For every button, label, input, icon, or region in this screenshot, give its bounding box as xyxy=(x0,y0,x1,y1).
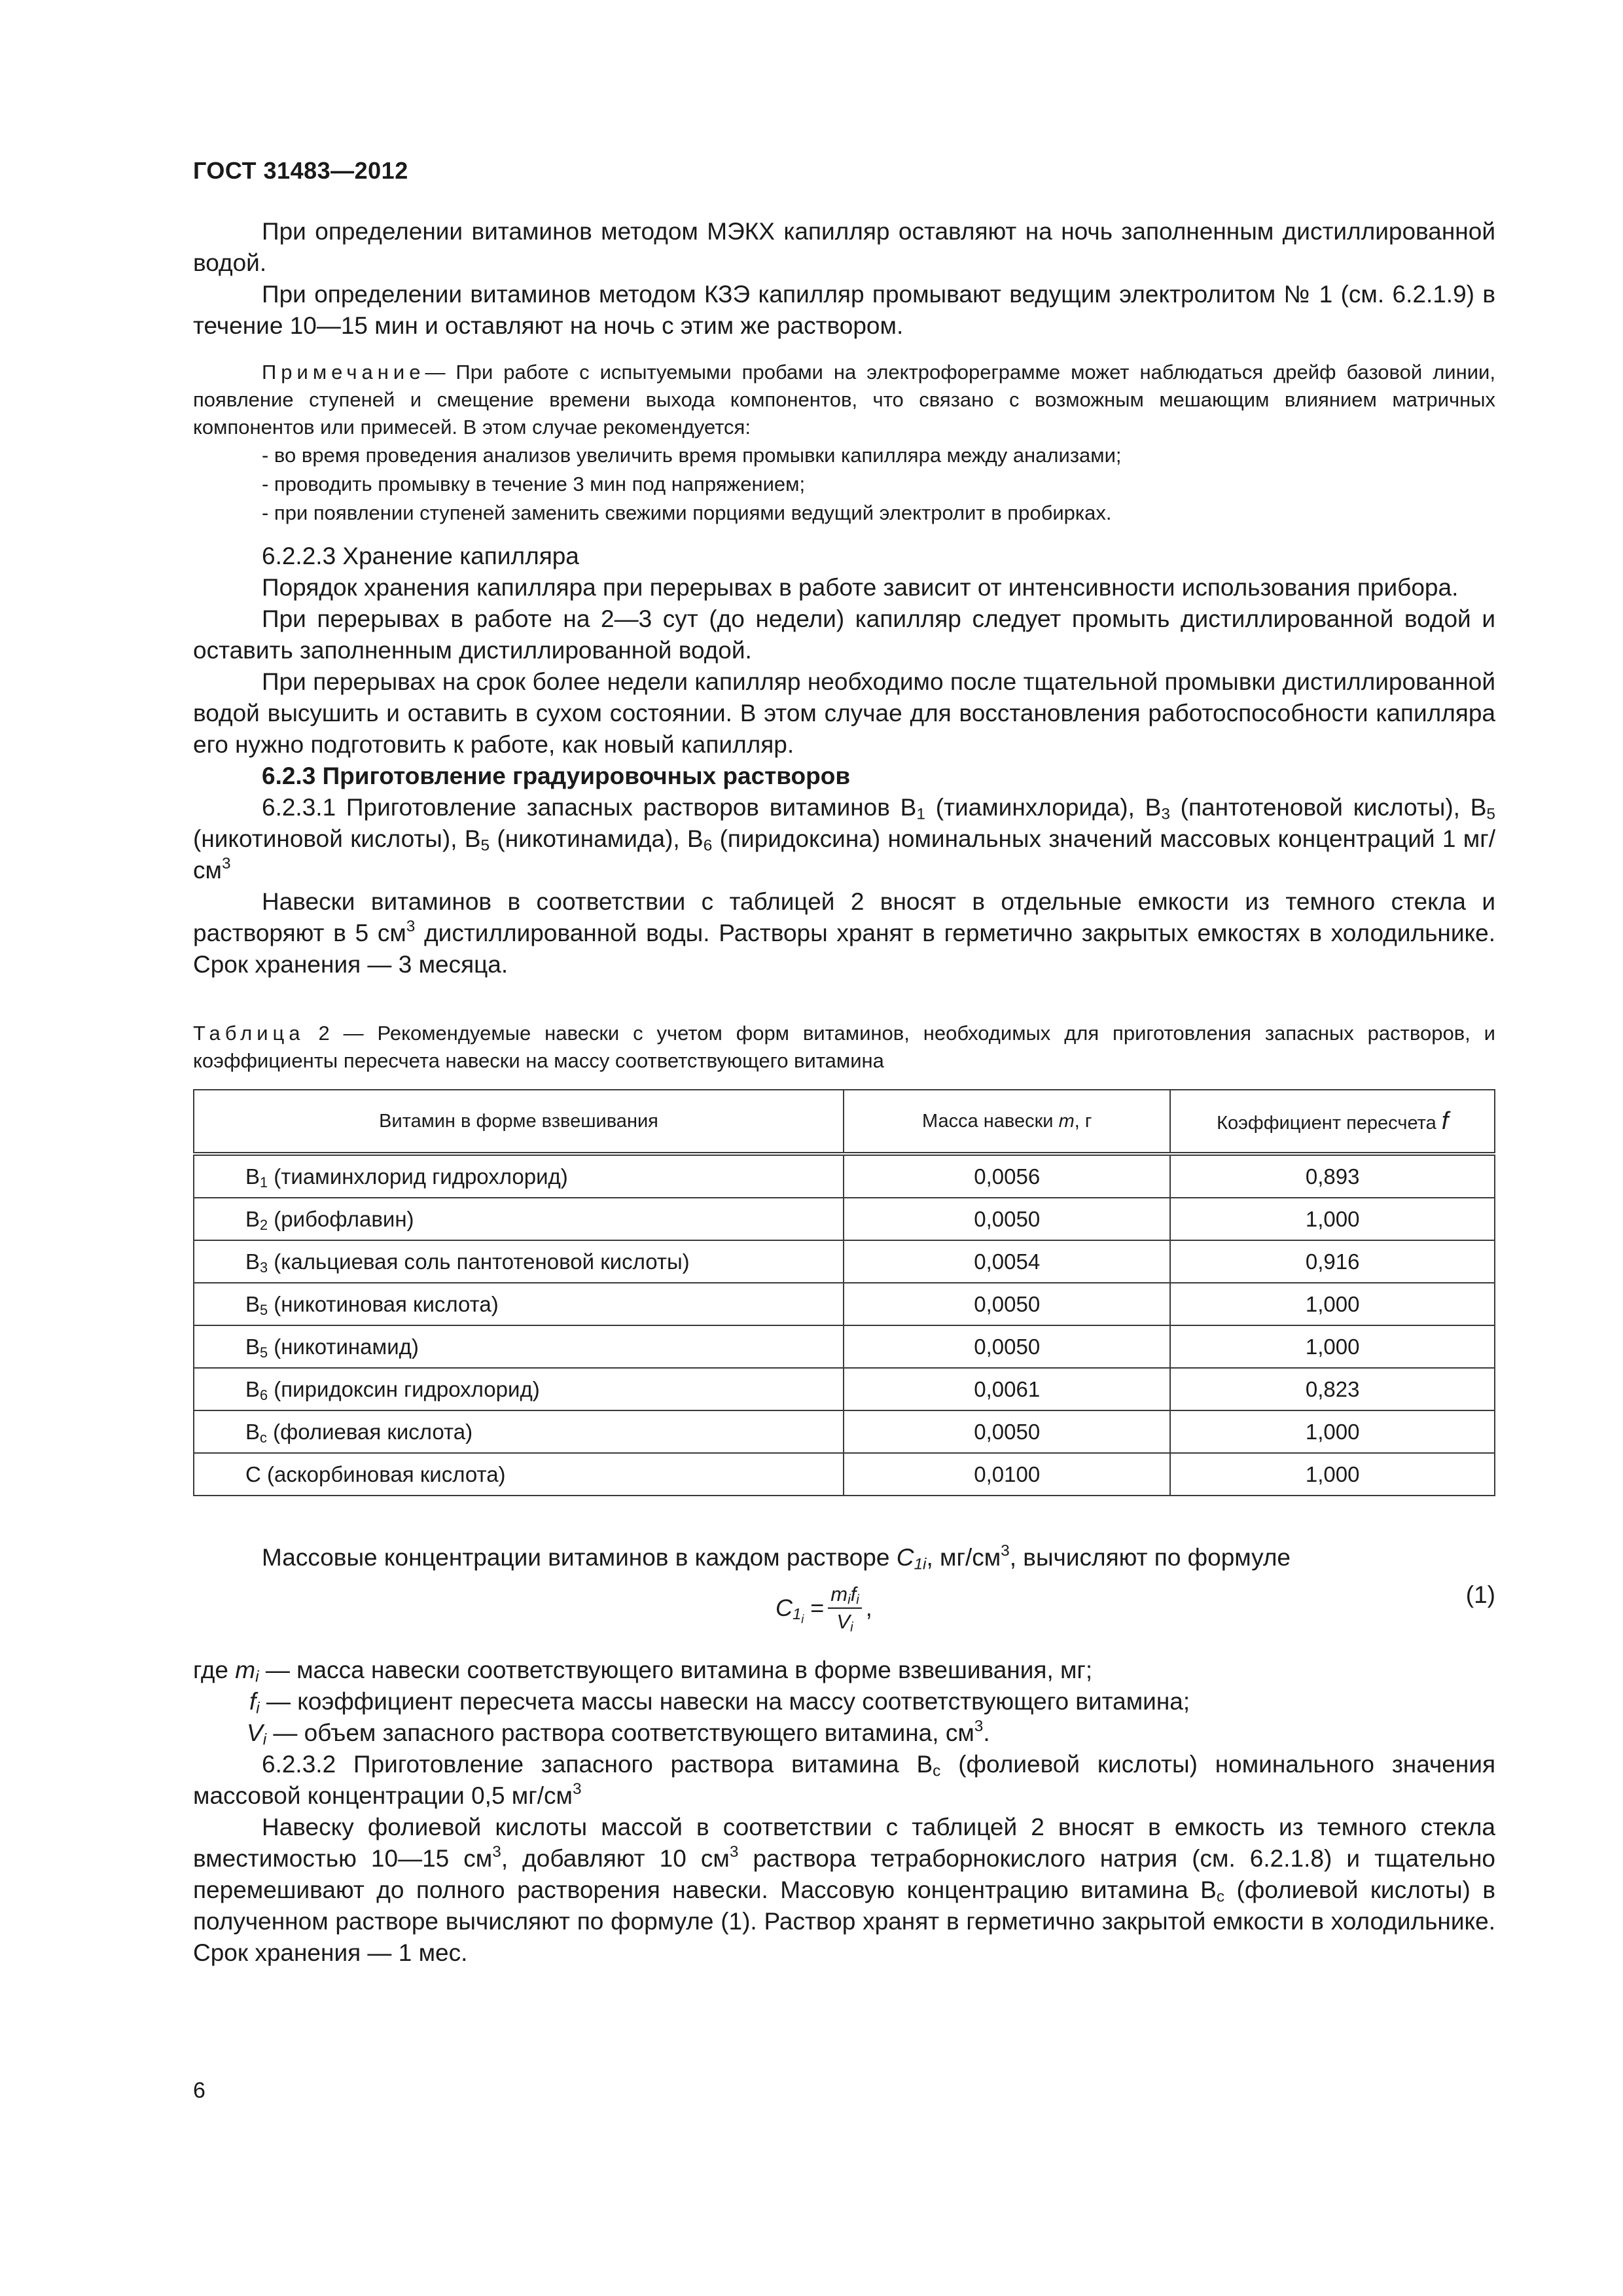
subscript: c xyxy=(260,1429,267,1446)
text-run: где xyxy=(193,1657,236,1683)
fraction xyxy=(828,1583,862,1634)
section-6-2-3-2-paragraph-2 xyxy=(193,1812,1495,1969)
text-run: B xyxy=(245,1206,260,1231)
table-row xyxy=(194,1325,1495,1368)
coefficient-cell: 1,000 xyxy=(1170,1410,1495,1453)
text-run: (никотиновой кислоты), В xyxy=(193,825,481,852)
note-label: Примечание xyxy=(262,361,425,384)
coefficient-cell: 0,823 xyxy=(1170,1368,1495,1410)
text-run: (фолиевая кислота) xyxy=(266,1419,473,1444)
intro-paragraph-1: При определении витаминов методом МЭКХ капилляр оставляют на ночь заполненным дистиллированной водой. xyxy=(193,218,1495,276)
text-run: (пиридоксин гидрохлорид) xyxy=(268,1376,540,1401)
text-run: B xyxy=(245,1291,260,1316)
table-row xyxy=(194,1368,1495,1410)
mass-cell: 0,0056 xyxy=(844,1154,1170,1198)
superscript: 3 xyxy=(221,854,231,872)
symbol: V xyxy=(836,1610,851,1633)
text-run: Навески витаминов в соответствии с таблицей 2 вносят в отдельные емкости из темного стекла и растворяют в 5 см xyxy=(193,888,1495,946)
table-row xyxy=(194,1198,1495,1240)
text-run: B xyxy=(245,1376,260,1401)
table-row xyxy=(194,1453,1495,1496)
text-run: (никотинамида), В xyxy=(490,825,704,852)
mass-cell: 0,0050 xyxy=(844,1198,1170,1240)
text-run: Массовые концентрации витаминов в каждом растворе xyxy=(262,1544,897,1571)
coefficient-cell: 0,916 xyxy=(1170,1240,1495,1283)
vitamin-cell xyxy=(194,1283,844,1325)
text-run: Навеску фолиевой кислоты массой в соответствии с таблицей 2 вносят в емкость из темного стекла вместимостью 10—15 см xyxy=(193,1814,1495,1872)
text-run: 6.2.3.2 Приготовление запасного раствора витамина В xyxy=(262,1751,933,1778)
where-line-3 xyxy=(193,1717,1495,1749)
formula-number: (1) xyxy=(1465,1581,1495,1608)
text-run: (фолиевой кислоты) в полученном растворе вычисляют по формуле (1). Раствор хранят в герметично закрытой емкости в холодильнике. Срок хранения — 1 мес. xyxy=(193,1876,1495,1966)
subscript: i xyxy=(255,1668,259,1686)
text-run: , вычисляют по формуле xyxy=(1009,1544,1291,1571)
note-item: - проводить промывку в течение 3 мин под напряжением; xyxy=(262,473,806,495)
formula-intro xyxy=(193,1542,1495,1573)
intro-paragraph-2: При определении витаминов методом КЗЭ капилляр промывают ведущим электролитом № 1 (см. 6.2.1.9) в течение 10—15 мин и оставляют на ночь с этим же раствором. xyxy=(193,281,1495,339)
text-run: B xyxy=(245,1249,260,1274)
coefficient-cell: 0,893 xyxy=(1170,1154,1495,1198)
note-item: - во время проведения анализов увеличить время промывки капилляра между анализами; xyxy=(262,444,1122,467)
column-header-mass xyxy=(844,1090,1170,1154)
table-row xyxy=(194,1154,1495,1198)
document-page xyxy=(193,157,1495,1969)
fraction-denominator xyxy=(836,1609,853,1634)
text-run: (пантотеновой кислоты), В xyxy=(1169,794,1487,821)
text-run: B xyxy=(245,1419,260,1444)
formula-lhs xyxy=(776,1594,804,1626)
where-line-1 xyxy=(193,1655,1495,1686)
section-6-2-2-3-paragraph-1: Порядок хранения капилляра при перерывах в работе зависит от интенсивности использования прибора. xyxy=(262,574,1459,601)
subscript: 5 xyxy=(260,1301,268,1318)
symbol: C xyxy=(896,1544,914,1571)
text-run: Коэффициент пересчета xyxy=(1217,1112,1442,1134)
mass-cell: 0,0050 xyxy=(844,1325,1170,1368)
vitamin-cell xyxy=(194,1453,844,1496)
text-run: (рибофлавин) xyxy=(268,1206,414,1231)
superscript: 3 xyxy=(492,1842,501,1861)
subscript: i xyxy=(847,1592,851,1607)
mass-cell: 0,0100 xyxy=(844,1453,1170,1496)
text-run: . xyxy=(983,1719,990,1746)
superscript: 3 xyxy=(974,1717,984,1735)
table-row xyxy=(194,1283,1495,1325)
coefficient-cell: 1,000 xyxy=(1170,1453,1495,1496)
superscript: 3 xyxy=(1001,1541,1010,1560)
text-run: (никотинамид) xyxy=(268,1334,419,1359)
mass-cell: 0,0050 xyxy=(844,1283,1170,1325)
superscript: 3 xyxy=(572,1780,582,1798)
table-caption-text: 2 — Рекомендуемые навески с учетом форм витаминов, необходимых для приготовления запасных растворов, и коэффициенты пересчета навески на массу соответствующего витамина xyxy=(193,1022,1495,1072)
subscript: i xyxy=(801,1612,804,1626)
section-6-2-3-title: 6.2.3 Приготовление градуировочных растворов xyxy=(262,762,851,789)
table-header-row xyxy=(194,1090,1495,1154)
page-number: 6 xyxy=(193,2078,205,2103)
table-caption xyxy=(193,1020,1495,1075)
coefficient-cell: 1,000 xyxy=(1170,1198,1495,1240)
section-6-2-2-3-title: 6.2.2.3 Хранение капилляра xyxy=(262,543,579,569)
formula-comma: , xyxy=(865,1594,872,1621)
coefficient-cell: 1,000 xyxy=(1170,1283,1495,1325)
text-run: C xyxy=(245,1462,261,1486)
text-run: раствора тетраборнокислого натрия (см. 6.2.1.8) и тщательно перемешивают до полного растворения навески. Массовую концентрацию витамина В xyxy=(193,1845,1495,1903)
mass-cell: 0,0050 xyxy=(844,1410,1170,1453)
subscript: i xyxy=(850,1619,853,1635)
vitamin-cell xyxy=(194,1240,844,1283)
section-6-2-2-3-paragraph-2: При перерывах в работе на 2—3 сут (до недели) капилляр следует промыть дистиллированной водой и оставить заполненным дистиллированной водой. xyxy=(193,605,1495,664)
subscript: 6 xyxy=(703,836,713,855)
text-run: (пиридоксина) номинальных значений массовых концентраций 1 мг/см xyxy=(193,825,1495,884)
text-run: (фолиевой кислоты) номинального значения массовой концентрации 0,5 мг/см xyxy=(193,1751,1495,1809)
vitamin-cell xyxy=(194,1368,844,1410)
subscript: 1 xyxy=(793,1605,802,1624)
subscript: 1i xyxy=(914,1555,927,1573)
text-run: 6.2.3.1 Приготовление запасных растворов витаминов В xyxy=(262,794,917,821)
equals-sign: = xyxy=(810,1594,825,1621)
vitamin-cell xyxy=(194,1198,844,1240)
subscript: 5 xyxy=(260,1344,268,1361)
section-6-2-3-1-paragraph-2 xyxy=(193,886,1495,980)
vitamin-cell xyxy=(194,1410,844,1453)
symbol: f xyxy=(850,1583,857,1605)
coefficient-cell: 1,000 xyxy=(1170,1325,1495,1368)
vitamin-cell xyxy=(194,1325,844,1368)
text-run: (кальциевая соль пантотеновой кислоты) xyxy=(268,1249,690,1274)
subscript: 2 xyxy=(260,1216,268,1233)
symbol: m xyxy=(235,1657,256,1683)
subscript: i xyxy=(256,1699,260,1717)
subscript: 1 xyxy=(916,805,925,823)
formula-expression xyxy=(776,1583,872,1634)
superscript: 3 xyxy=(406,917,416,935)
vitamin-cell xyxy=(194,1154,844,1198)
table-row xyxy=(194,1410,1495,1453)
table-row xyxy=(194,1240,1495,1283)
note-item: - при появлении ступеней заменить свежими порциями ведущий электролит в пробирках. xyxy=(262,501,1112,524)
text-run: , г xyxy=(1074,1110,1092,1132)
symbol: f xyxy=(1441,1107,1449,1135)
symbol: f xyxy=(249,1688,257,1715)
text-run: (тиаминхлорида), В xyxy=(925,794,1162,821)
text-run: Масса навески xyxy=(921,1110,1059,1132)
text-run: — масса навески соответствующего витамина в форме взвешивания, мг; xyxy=(259,1657,1093,1683)
symbol: m xyxy=(830,1583,848,1605)
fraction-numerator xyxy=(828,1583,862,1609)
section-6-2-3-2-paragraph xyxy=(193,1749,1495,1812)
text-run: (никотиновая кислота) xyxy=(268,1291,499,1316)
column-header-coefficient xyxy=(1170,1090,1495,1154)
subscript: i xyxy=(262,1731,267,1749)
text-run: — коэффициент пересчета массы навески на массу соответствующего витамина; xyxy=(259,1688,1190,1715)
vitamins-table xyxy=(193,1089,1495,1496)
subscript: i xyxy=(856,1592,859,1607)
section-6-2-2-3-paragraph-3: При перерывах на срок более недели капилляр необходимо после тщательной промывки дистиллированной водой высушить и оставить в сухом состоянии. В этом случае для восстановления работоспособности капилляра его нужно подготовить к работе, как новый капилляр. xyxy=(193,668,1495,758)
column-header-vitamin: Витамин в форме взвешивания xyxy=(194,1090,844,1154)
subscript: 6 xyxy=(260,1386,268,1403)
where-line-2 xyxy=(193,1686,1495,1717)
superscript: 3 xyxy=(729,1842,739,1861)
subscript: 3 xyxy=(260,1259,268,1276)
symbol: C xyxy=(776,1594,793,1621)
text-run: B xyxy=(245,1334,260,1359)
note-text: — При работе с испытуемыми пробами на электрофореграмме может наблюдаться дрейф базовой линии, появление ступеней и смещение времени выхода компонентов, что связано с возможным мешающим влиянием матричных компонентов или примесей. В этом случае рекомендуется: xyxy=(193,361,1495,439)
text-run: (аскорбиновая кислота) xyxy=(260,1462,506,1486)
subscript: 1 xyxy=(260,1174,268,1191)
formula-1 xyxy=(193,1577,1495,1655)
text-run: , добавляют 10 см xyxy=(501,1845,730,1872)
symbol: V xyxy=(247,1719,263,1746)
mass-cell: 0,0061 xyxy=(844,1368,1170,1410)
subscript: 3 xyxy=(1161,805,1170,823)
subscript: c xyxy=(1216,1888,1225,1906)
document-code: ГОСТ 31483—2012 xyxy=(193,157,408,184)
section-6-2-3-1-paragraph xyxy=(193,792,1495,886)
text-run: , мг/см xyxy=(926,1544,1001,1571)
subscript: 5 xyxy=(480,836,490,855)
mass-cell: 0,0054 xyxy=(844,1240,1170,1283)
subscript: c xyxy=(933,1762,941,1780)
symbol: m xyxy=(1058,1110,1075,1132)
text-run: B xyxy=(245,1164,260,1189)
subscript: 5 xyxy=(1486,805,1495,823)
table-caption-label: Таблица xyxy=(193,1022,305,1045)
text-run: дистиллированной воды. Растворы хранят в герметично закрытых емкостях в холодильнике. Срок хранения — 3 месяца. xyxy=(193,920,1495,978)
note-paragraph xyxy=(193,359,1495,441)
text-run: (тиаминхлорид гидрохлорид) xyxy=(268,1164,568,1189)
text-run: — объем запасного раствора соответствующего витамина, см xyxy=(266,1719,974,1746)
